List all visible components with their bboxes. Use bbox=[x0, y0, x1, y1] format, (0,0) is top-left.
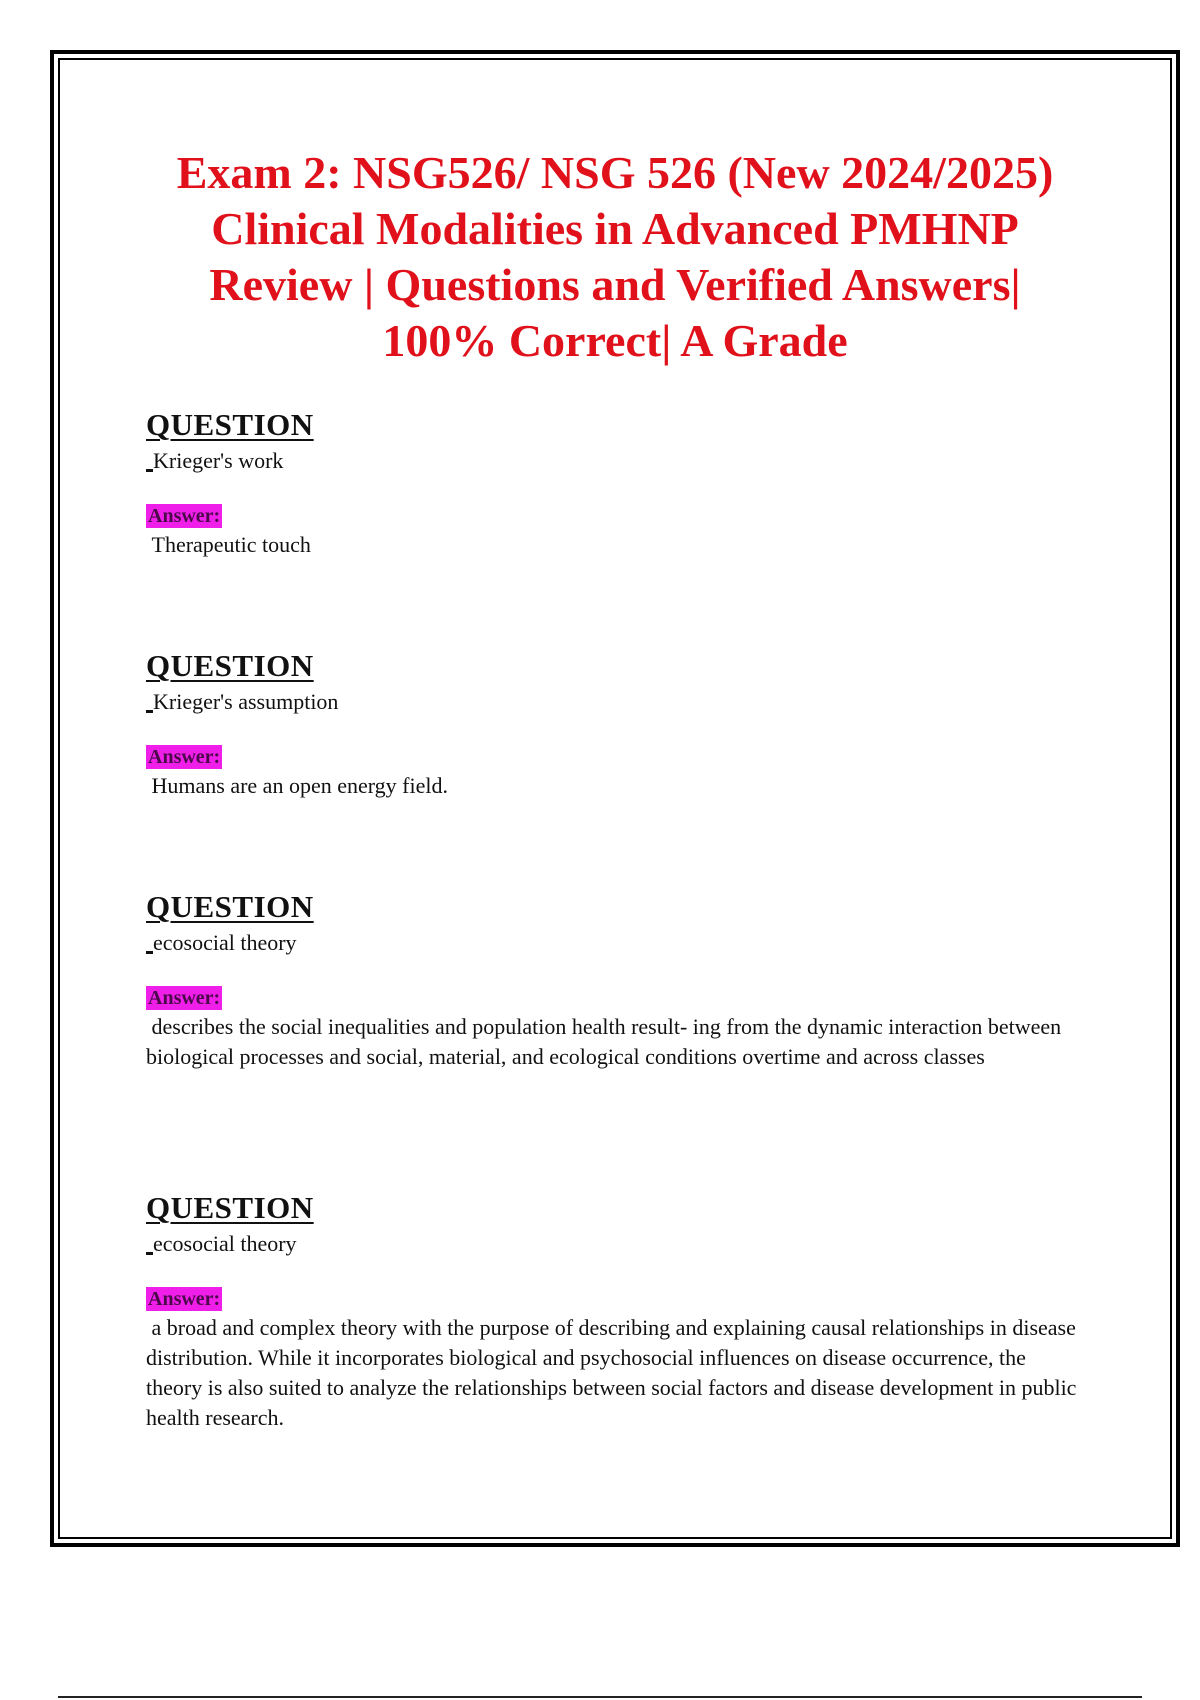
answer-text: a broad and complex theory with the purpose of describing and explaining causal relationships in disease distribution. While it incorporates biological and psychosocial influences on disease occurrence, the theory is also suited to analyze the relationships between social factors and disease development in public health research. bbox=[146, 1315, 1082, 1430]
title-line-3: Review | Questions and Verified Answers| bbox=[209, 259, 1021, 310]
question-marker bbox=[146, 1252, 153, 1255]
answer-label: Answer: bbox=[148, 987, 221, 1009]
title-line-4: 100% Correct| A Grade bbox=[382, 315, 848, 366]
question-text: Krieger's assumption bbox=[153, 689, 339, 714]
answer-text: describes the social inequalities and population health result- ing from the dynamic interaction between biological processes and social, material, and ecological conditions overtime and across classes bbox=[146, 1014, 1067, 1069]
qa-item-4 bbox=[146, 1191, 1086, 1433]
question-heading: QUESTION bbox=[146, 889, 314, 924]
question-marker bbox=[146, 469, 153, 472]
question-marker bbox=[146, 951, 153, 954]
qa-item-1 bbox=[146, 408, 1086, 560]
question-text-row bbox=[146, 446, 1086, 476]
question-marker bbox=[146, 710, 153, 713]
question-text: ecosocial theory bbox=[153, 930, 297, 955]
qa-item-2 bbox=[146, 649, 1086, 801]
question-heading: QUESTION bbox=[146, 648, 314, 683]
title-line-1: Exam 2: NSG526/ NSG 526 (New 2024/2025) bbox=[176, 147, 1054, 198]
document-title bbox=[120, 145, 1110, 369]
title-line-2: Clinical Modalities in Advanced PMHNP bbox=[211, 203, 1019, 254]
question-text: ecosocial theory bbox=[153, 1231, 297, 1256]
answer-label: Answer: bbox=[148, 505, 221, 527]
answer-label: Answer: bbox=[148, 1288, 221, 1310]
question-text-row bbox=[146, 928, 1086, 958]
question-text-row bbox=[146, 687, 1086, 717]
next-page-divider bbox=[58, 1696, 1142, 1698]
answer-text: Therapeutic touch bbox=[146, 532, 311, 557]
question-heading: QUESTION bbox=[146, 407, 314, 442]
answer-text: Humans are an open energy field. bbox=[146, 773, 448, 798]
question-heading: QUESTION bbox=[146, 1190, 314, 1225]
answer-label: Answer: bbox=[148, 746, 221, 768]
question-text: Krieger's work bbox=[153, 448, 284, 473]
question-text-row bbox=[146, 1229, 1086, 1259]
qa-item-3 bbox=[146, 890, 1086, 1072]
